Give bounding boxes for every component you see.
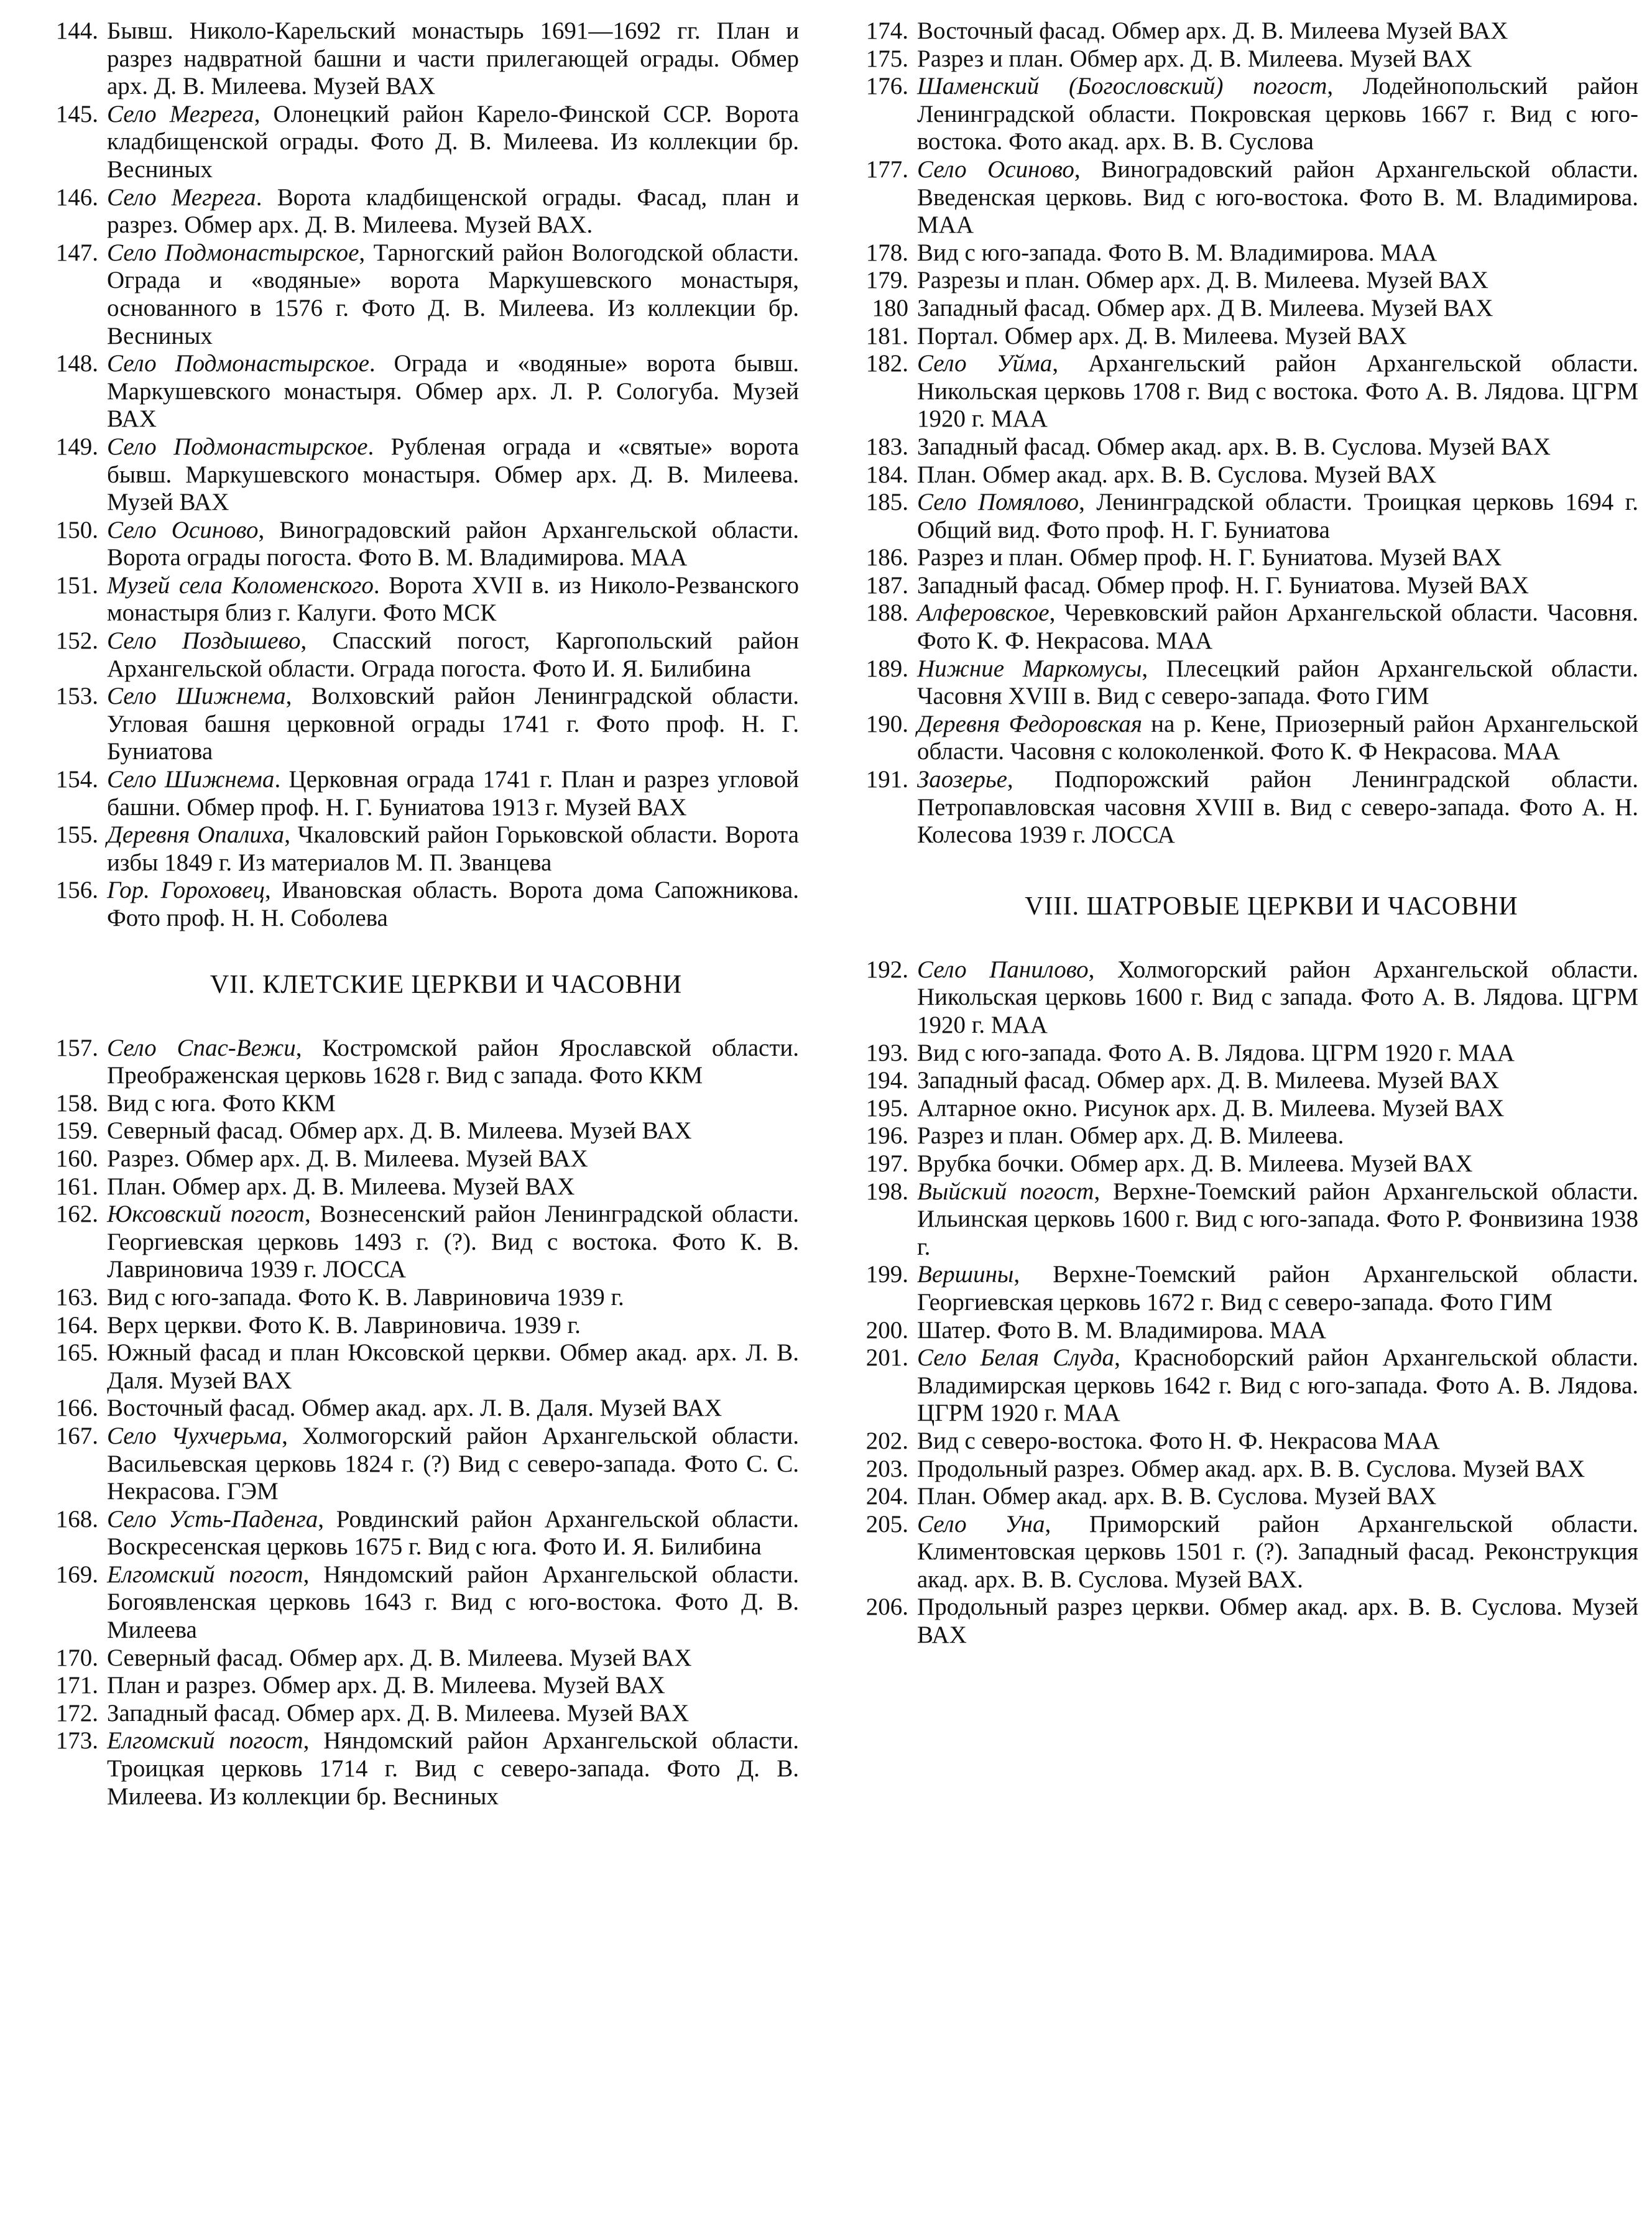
entry-place-name: Село Уйма xyxy=(917,350,1053,377)
entry-number: 179. xyxy=(865,267,908,294)
entry-number: 195. xyxy=(865,1094,908,1122)
entry-number: 181. xyxy=(865,322,908,349)
entry-caption xyxy=(107,239,799,350)
entry-description: , Холмогорский район Архангельской области. Никольская церковь 1600 г. Вид с запада. Фото А. В. Лядова. ЦГРМ 1920 г. МАА xyxy=(917,956,1638,1038)
entry-place-name: Заозерье xyxy=(917,766,1007,793)
entry-description: , Вознесенский район Ленинградской области. Георгиевская церковь 1493 г. (?). Вид с востока. Фото К. В. Лавриновича 1939 г. ЛОССА xyxy=(107,1201,799,1283)
entry-place-name: Село Осиново xyxy=(917,155,1074,183)
entry-number: 176. xyxy=(865,73,908,100)
illustration-entry xyxy=(842,461,1638,489)
entry-number: 189. xyxy=(865,655,908,682)
entry-caption xyxy=(917,572,1638,600)
illustration-entry xyxy=(25,766,799,821)
illustration-entry xyxy=(25,572,799,627)
entry-number: 163. xyxy=(55,1283,98,1311)
illustration-entry xyxy=(842,156,1638,239)
entry-number: 192. xyxy=(865,956,908,983)
entry-number: 168. xyxy=(55,1505,98,1533)
entry-caption xyxy=(917,17,1638,45)
entry-place-name: Гор. Гороховец xyxy=(107,877,265,904)
entry-description: Северный фасад. Обмер арх. Д. В. Милеева. Музей ВАХ xyxy=(107,1117,692,1145)
entry-number: 202. xyxy=(865,1427,908,1454)
entry-caption xyxy=(107,1395,799,1423)
entry-caption xyxy=(917,766,1638,849)
entry-number: 162. xyxy=(55,1201,98,1228)
entry-caption xyxy=(917,239,1638,267)
entry-place-name: Село Подмонастырское xyxy=(107,433,368,460)
entry-number: 156. xyxy=(55,877,98,904)
entry-description: , Виноградовский район Архангельской области. Ворота ограды погоста. Фото В. М. Владимирова. МАА xyxy=(107,516,799,571)
illustration-entry xyxy=(842,1455,1638,1483)
entry-description: Вид с юго-запада. Фото В. М. Владимирова. МАА xyxy=(917,239,1437,266)
entry-description: Южный фасад и план Юксовской церкви. Обмер акад. арх. Л. В. Даля. Музей ВАХ xyxy=(107,1339,799,1394)
entry-description: Портал. Обмер арх. Д. В. Милеева. Музей ВАХ xyxy=(917,322,1407,349)
entry-description: , Олонецкий район Карело-Финской ССР. Ворота кладбищенской ограды. Фото Д. В. Милеева. Из коллекции бр. Весниных xyxy=(107,100,800,183)
entry-description: , Верхне-Тоемский район Архангельской области. Георгиевская церковь 1672 г. Вид с северо-запада. Фото ГИМ xyxy=(917,1261,1638,1316)
entry-number: 177. xyxy=(865,155,908,183)
entry-description: . Церковная ограда 1741 г. План и разрез угловой башни. Обмер проф. Н. Г. Буниатова 1913 г. Музей ВАХ xyxy=(107,766,799,821)
illustration-entry xyxy=(25,101,799,184)
entry-number: 187. xyxy=(865,571,908,599)
entry-number: 194. xyxy=(865,1067,908,1094)
entry-place-name: Юксовский погост xyxy=(107,1201,305,1228)
entry-list xyxy=(25,1035,799,1811)
entry-caption xyxy=(107,350,799,433)
entry-number: 191. xyxy=(865,766,908,793)
entry-caption xyxy=(107,627,799,683)
entry-place-name: Елгомский погост xyxy=(107,1727,303,1755)
illustration-entry xyxy=(842,350,1638,433)
entry-caption xyxy=(917,544,1638,572)
illustration-entry xyxy=(25,433,799,517)
entry-caption xyxy=(917,655,1638,711)
entry-description: Разрез и план. Обмер арх. Д. В. Милеева. Музей ВАХ xyxy=(917,45,1472,72)
illustration-entry xyxy=(842,655,1638,711)
illustration-entry xyxy=(842,1067,1638,1095)
illustration-entry xyxy=(25,877,799,932)
illustration-entry xyxy=(25,1561,799,1644)
entry-number: 166. xyxy=(55,1395,98,1422)
entry-caption xyxy=(917,1040,1638,1068)
entry-caption xyxy=(107,1727,799,1810)
entry-caption xyxy=(917,711,1638,766)
entry-caption xyxy=(917,156,1638,239)
illustration-entry xyxy=(25,1672,799,1700)
entry-number: 196. xyxy=(865,1122,908,1150)
entry-caption xyxy=(107,1312,799,1340)
entry-place-name: Вершины xyxy=(917,1261,1014,1288)
entry-caption xyxy=(917,295,1638,323)
entry-description: , Черевковский район Архангельской области. Часовня. Фото К. Ф. Некрасова. МАА xyxy=(917,599,1638,655)
entry-description: , Архангельский район Архангельской области. Никольская церковь 1708 г. Вид с востока. Фото А. В. Лядова. ЦГРМ 1920 г. МАА xyxy=(917,350,1638,433)
entry-description: Западный фасад. Обмер акад. арх. В. В. Суслова. Музей ВАХ xyxy=(917,433,1551,460)
entry-caption xyxy=(107,17,799,101)
entry-number: 147. xyxy=(55,239,98,266)
entry-description: План и разрез. Обмер арх. Д. В. Милеева. Музей ВАХ xyxy=(107,1672,665,1699)
illustration-entry xyxy=(25,1201,799,1284)
entry-caption xyxy=(107,1035,799,1090)
entry-number: 165. xyxy=(55,1339,98,1367)
entry-number: 153. xyxy=(55,683,98,710)
entry-description: Вид с юго-запада. Фото К. В. Лавриновича 1939 г. xyxy=(107,1283,624,1311)
illustration-entry xyxy=(25,1173,799,1201)
left-column xyxy=(25,17,799,1810)
entry-number: 170. xyxy=(55,1644,98,1671)
illustration-entry xyxy=(25,517,799,572)
entry-caption xyxy=(107,572,799,627)
right-column xyxy=(842,17,1638,1649)
entry-place-name: Алферовское xyxy=(917,599,1050,627)
entry-list xyxy=(842,17,1638,849)
entry-list xyxy=(842,956,1638,1649)
illustration-entry xyxy=(842,1178,1638,1262)
entry-description: Разрез и план. Обмер проф. Н. Г. Буниатова. Музей ВАХ xyxy=(917,544,1502,571)
illustration-entry xyxy=(842,267,1638,295)
entry-description: , Чкаловский район Горьковской области. Ворота избы 1849 г. Из материалов М. П. Званцева xyxy=(107,821,799,876)
entry-number: 160. xyxy=(55,1145,98,1172)
illustration-entry xyxy=(25,1506,799,1561)
entry-number: 158. xyxy=(55,1089,98,1117)
entry-number: 155. xyxy=(55,821,98,849)
entry-description: , Подпорожский район Ленинградской области. Петропавловская часовня XVIII в. Вид с северо-запада. Фото А. Н. Колесова 1939 г. ЛОССА xyxy=(917,766,1638,849)
illustration-entry xyxy=(25,1117,799,1145)
entry-description: . Ворота XVII в. из Николо-Резванского монастыря близ г. Калуги. Фото МСК xyxy=(107,571,799,627)
entry-description: Разрез. Обмер арх. Д. В. Милеева. Музей ВАХ xyxy=(107,1145,588,1172)
entry-caption xyxy=(917,73,1638,156)
entry-caption xyxy=(107,1201,799,1284)
entry-caption xyxy=(917,1483,1638,1511)
entry-description: , Ленинградской области. Троицкая церковь 1694 г. Общий вид. Фото проф. Н. Г. Буниатова xyxy=(917,489,1638,543)
entry-description: Вид с северо-востока. Фото Н. Ф. Некрасова МАА xyxy=(917,1427,1440,1454)
entry-place-name: Нижние Маркомусы xyxy=(917,655,1142,682)
entry-place-name: Село Осиново xyxy=(107,516,259,543)
entry-description: . Ограда и «водяные» ворота бывш. Маркушевского монастыря. Обмер арх. Л. Р. Сологуба. Музей ВАХ xyxy=(107,350,800,433)
entry-number: 188. xyxy=(865,599,908,627)
illustration-entry xyxy=(25,1035,799,1090)
illustration-entry xyxy=(842,711,1638,766)
entry-number: 180 xyxy=(872,294,908,321)
illustration-entry xyxy=(25,1644,799,1672)
illustration-entry xyxy=(25,821,799,877)
entry-number: 203. xyxy=(865,1455,908,1482)
entry-description: , Приморский район Архангельской области. Климентовская церковь 1501 г. (?). Западный фасад. Реконструкция акад. арх. В. В. Суслова. Музей ВАХ. xyxy=(917,1510,1639,1593)
entry-place-name: Село Панилово xyxy=(917,956,1089,983)
entry-caption xyxy=(917,461,1638,489)
entry-caption xyxy=(917,1178,1638,1262)
illustration-entry xyxy=(842,1150,1638,1178)
entry-number: 182. xyxy=(865,350,908,377)
entry-place-name: Село Подмонастырское xyxy=(107,350,369,377)
entry-number: 169. xyxy=(55,1561,98,1588)
entry-caption xyxy=(917,350,1638,433)
illustration-entry xyxy=(25,1145,799,1173)
entry-description: Западный фасад. Обмер арх. Д. В. Милеева. Музей ВАХ xyxy=(917,1067,1500,1094)
illustration-entry xyxy=(25,184,799,239)
entry-caption xyxy=(107,1173,799,1201)
illustration-entry xyxy=(842,73,1638,156)
illustration-entry xyxy=(842,1511,1638,1594)
entry-description: Вид с юга. Фото ККМ xyxy=(107,1089,336,1117)
entry-description: План. Обмер арх. Д. В. Милеева. Музей ВАХ xyxy=(107,1173,575,1200)
entry-caption xyxy=(107,1561,799,1644)
entry-description: , Верхне-Тоемский район Архангельской области. Ильинская церковь 1600 г. Вид с юго-запада. Фото Р. Фонвизина 1938 г. xyxy=(917,1178,1639,1260)
entry-description: Алтарное окно. Рисунок арх. Д. В. Милеева. Музей ВАХ xyxy=(917,1094,1505,1122)
entry-description: Разрезы и план. Обмер арх. Д. В. Милеева. Музей ВАХ xyxy=(917,267,1488,294)
entry-description: , Ивановская область. Ворота дома Сапожникова. Фото проф. Н. Н. Соболева xyxy=(107,877,799,931)
entry-caption xyxy=(107,1339,799,1395)
entry-number: 199. xyxy=(865,1261,908,1288)
entry-number: 157. xyxy=(55,1034,98,1061)
entry-caption xyxy=(107,877,799,932)
entry-number: 205. xyxy=(865,1510,908,1538)
illustration-entry xyxy=(25,1284,799,1312)
entry-place-name: Шаменский (Богословский) погост xyxy=(917,73,1327,100)
entry-number: 146. xyxy=(55,183,98,211)
entry-caption xyxy=(107,517,799,572)
entry-caption xyxy=(107,1117,799,1145)
entry-place-name: Музей села Коломенского xyxy=(107,571,374,599)
entry-description: Восточный фасад. Обмер арх. Д. В. Милеева Музей ВАХ xyxy=(917,17,1508,44)
illustration-entry xyxy=(25,1727,799,1810)
entry-description: Врубка бочки. Обмер арх. Д. В. Милеева. Музей ВАХ xyxy=(917,1150,1473,1177)
entry-caption xyxy=(107,184,799,239)
illustration-entry xyxy=(25,627,799,683)
entry-number: 183. xyxy=(865,433,908,460)
entry-caption xyxy=(107,101,799,184)
entry-number: 173. xyxy=(55,1727,98,1755)
entry-caption xyxy=(917,1455,1638,1483)
entry-number: 193. xyxy=(865,1039,908,1066)
illustration-entry xyxy=(842,489,1638,544)
entry-description: , Красноборский район Архангельской области. Владимирская церковь 1642 г. Вид с юго-запада. Фото А. В. Лядова. ЦГРМ 1920 г. МАА xyxy=(917,1344,1638,1427)
entry-description: , Няндомский район Архангельской области. Богоявленская церковь 1643 г. Вид с юго-востока. Фото Д. В. Милеева xyxy=(107,1561,799,1644)
entry-number: 198. xyxy=(865,1178,908,1205)
entry-description: , Няндомский район Архангельской области. Троицкая церковь 1714 г. Вид с северо-запада. Фото Д. В. Милеева. Из коллекции бр. Весниных xyxy=(107,1727,799,1810)
entry-caption xyxy=(917,433,1638,461)
entry-caption xyxy=(107,1423,799,1506)
entry-description: Западный фасад. Обмер проф. Н. Г. Буниатова. Музей ВАХ xyxy=(917,571,1530,599)
entry-description: Восточный фасад. Обмер акад. арх. Л. В. Даля. Музей ВАХ xyxy=(107,1395,722,1422)
entry-description: , Костромской район Ярославской области. Преображенская церковь 1628 г. Вид с запада. Фото ККМ xyxy=(107,1034,799,1089)
entry-description: Продольный разрез. Обмер акад. арх. В. В. Суслова. Музей ВАХ xyxy=(917,1455,1585,1482)
entry-description: Верх церкви. Фото К. В. Лавриновича. 1939 г. xyxy=(107,1311,581,1339)
illustration-entry xyxy=(842,1317,1638,1345)
illustration-entry xyxy=(25,1423,799,1506)
entry-description: Западный фасад. Обмер арх. Д В. Милеева. Музей ВАХ xyxy=(917,294,1493,321)
entry-place-name: Выйский погост xyxy=(917,1178,1094,1205)
entry-description: Вид с юго-запада. Фото А. В. Лядова. ЦГРМ 1920 г. МАА xyxy=(917,1039,1515,1066)
illustration-entry xyxy=(25,1090,799,1118)
entry-description: Западный фасад. Обмер арх. Д. В. Милеева. Музей ВАХ xyxy=(107,1699,690,1727)
entry-number: 151. xyxy=(55,571,98,599)
entry-caption xyxy=(107,1506,799,1561)
entry-number: 190. xyxy=(865,710,908,737)
entry-caption xyxy=(107,683,799,766)
entry-number: 148. xyxy=(55,350,98,377)
illustration-entry xyxy=(25,350,799,433)
entry-place-name: Село Шижнема xyxy=(107,683,286,710)
entry-description: , Спасский погост, Каргопольский район Архангельской области. Ограда погоста. Фото И. Я. Билибина xyxy=(107,627,799,682)
entry-number: 200. xyxy=(865,1316,908,1344)
entry-caption xyxy=(107,1644,799,1672)
entry-place-name: Елгомский погост xyxy=(107,1561,303,1588)
illustration-entry xyxy=(25,1339,799,1395)
illustration-entry xyxy=(842,1122,1638,1150)
entry-number: 175. xyxy=(865,45,908,72)
entry-number: 144. xyxy=(55,17,98,44)
entry-description: , Плесецкий район Архангельской области. Часовня XVIII в. Вид с северо-запада. Фото ГИМ xyxy=(917,655,1638,710)
illustration-entry xyxy=(842,433,1638,461)
entry-place-name: Деревня Опалиха xyxy=(107,821,285,849)
entry-description: , Волховский район Ленинградской области. Угловая башня церковной ограды 1741 г. Фото проф. Н. Г. Буниатова xyxy=(107,683,799,765)
entry-caption xyxy=(917,1095,1638,1123)
entry-description: Бывш. Николо-Карельский монастырь 1691—1692 гг. План и разрез надвратной башни и части прилегающей ограды. Обмер арх. Д. В. Милеева. Музей ВАХ xyxy=(107,17,799,100)
entry-number: 145. xyxy=(55,100,98,127)
illustration-entry xyxy=(25,683,799,766)
entry-description: Северный фасад. Обмер арх. Д. В. Милеева. Музей ВАХ xyxy=(107,1644,692,1671)
illustration-entry xyxy=(842,323,1638,351)
illustration-entry xyxy=(842,239,1638,267)
entry-place-name: Село Подмонастырское xyxy=(107,239,359,266)
entry-caption xyxy=(917,1511,1638,1594)
illustration-entry xyxy=(842,544,1638,572)
entry-number: 204. xyxy=(865,1483,908,1510)
entry-place-name: Село Помялово xyxy=(917,489,1079,516)
entry-number: 159. xyxy=(55,1117,98,1145)
entry-number: 150. xyxy=(55,516,98,543)
illustration-entry xyxy=(842,1040,1638,1068)
illustration-entry xyxy=(842,956,1638,1040)
entry-caption xyxy=(917,599,1638,655)
entry-caption xyxy=(917,956,1638,1040)
entry-number: 167. xyxy=(55,1422,98,1449)
illustration-entry xyxy=(842,599,1638,655)
entry-number: 149. xyxy=(55,433,98,460)
entry-place-name: Село Мегрега xyxy=(107,183,256,211)
entry-number: 152. xyxy=(55,627,98,655)
illustration-entry xyxy=(842,17,1638,45)
entry-description: , Ровдинский район Архангельской области. Воскресенская церковь 1675 г. Вид с юга. Фото И. Я. Билибина xyxy=(107,1505,799,1561)
entry-number: 164. xyxy=(55,1311,98,1339)
entry-description: на р. Кене, Приозерный район Архангельской области. Часовня с колоколенкой. Фото К. Ф Некрасова. МАА xyxy=(917,710,1638,765)
entry-caption xyxy=(917,1067,1638,1095)
entry-number: 197. xyxy=(865,1150,908,1177)
section-heading-viii: VIII. ШАТРОВЫЕ ЦЕРКВИ И ЧАСОВНИ xyxy=(1025,892,1518,921)
illustration-entry xyxy=(842,766,1638,849)
entry-number: 154. xyxy=(55,766,98,793)
entry-number: 186. xyxy=(865,544,908,571)
entry-number: 161. xyxy=(55,1173,98,1200)
entry-caption xyxy=(107,1145,799,1173)
entry-caption xyxy=(107,1672,799,1700)
entry-caption xyxy=(917,323,1638,351)
illustration-entry xyxy=(842,295,1638,323)
illustration-entry xyxy=(842,1095,1638,1123)
entry-place-name: Село Спас-Вежи xyxy=(107,1034,296,1061)
entry-caption xyxy=(107,1700,799,1728)
entry-place-name: Деревня Федоровская xyxy=(917,710,1143,737)
entry-description: , Тарногский район Вологодской области. Ограда и «водяные» ворота Маркушевского монастыря, основанного в 1576 г. Фото Д. В. Милеева. Из коллекции бр. Весниных xyxy=(107,239,799,349)
entry-caption xyxy=(107,1284,799,1312)
entry-caption xyxy=(107,766,799,821)
entry-list xyxy=(25,17,799,933)
entry-caption xyxy=(917,489,1638,544)
entry-description: , Виноградовский район Архангельской области. Введенская церковь. Вид с юго-востока. Фото В. М. Владимирова. МАА xyxy=(917,155,1639,239)
entry-description: План. Обмер акад. арх. В. В. Суслова. Музей ВАХ xyxy=(917,461,1437,488)
entry-caption xyxy=(107,1090,799,1118)
illustration-entry xyxy=(842,1344,1638,1428)
entry-caption xyxy=(917,1122,1638,1150)
illustration-entry xyxy=(25,239,799,350)
entry-caption xyxy=(917,1261,1638,1316)
entry-place-name: Село Усть-Паденга xyxy=(107,1505,318,1533)
entry-number: 185. xyxy=(865,489,908,516)
entry-caption xyxy=(917,267,1638,295)
entry-caption xyxy=(917,1344,1638,1428)
illustration-entry xyxy=(842,572,1638,600)
entry-caption xyxy=(107,821,799,877)
illustration-entry xyxy=(25,1312,799,1340)
entry-place-name: Село Шижнема xyxy=(107,766,275,793)
entry-caption xyxy=(917,1594,1638,1649)
entry-number: 184. xyxy=(865,461,908,488)
illustration-entry xyxy=(842,1261,1638,1316)
illustration-entry xyxy=(842,1428,1638,1455)
illustration-entry xyxy=(842,1594,1638,1649)
entry-caption xyxy=(917,1428,1638,1455)
entry-caption xyxy=(917,1317,1638,1345)
entry-description: Продольный разрез церкви. Обмер акад. арх. В. В. Суслова. Музей ВАХ xyxy=(917,1594,1638,1649)
entry-caption xyxy=(917,45,1638,73)
illustration-entry xyxy=(25,1395,799,1423)
entry-description: Шатер. Фото В. М. Владимирова. МАА xyxy=(917,1316,1327,1344)
entry-number: 174. xyxy=(865,17,908,44)
section-heading-vii: VII. КЛЕТСКИЕ ЦЕРКВИ И ЧАСОВНИ xyxy=(210,970,683,999)
entry-number: 172. xyxy=(55,1699,98,1727)
entry-description: . Рубленая ограда и «святые» ворота бывш. Маркушевского монастыря. Обмер арх. Д. В. Милеева. Музей ВАХ xyxy=(107,433,799,516)
entry-description: . Ворота кладбищенской ограды. Фасад, план и разрез. Обмер арх. Д. В. Милеева. Музей ВАХ. xyxy=(107,183,800,239)
entry-number: 206. xyxy=(865,1594,908,1621)
illustration-entry xyxy=(842,1483,1638,1511)
entry-place-name: Село Белая Слуда xyxy=(917,1344,1115,1372)
entry-place-name: Село Поздышево xyxy=(107,627,301,655)
illustration-entry xyxy=(842,45,1638,73)
entry-description: , Лодейнопольский район Ленинградской области. Покровская церковь 1667 г. Вид с юго-востока. Фото акад. арх. В. В. Суслова xyxy=(917,73,1638,155)
entry-description: Разрез и план. Обмер арх. Д. В. Милеева. xyxy=(917,1122,1344,1150)
entry-caption xyxy=(107,433,799,517)
illustration-entry xyxy=(25,17,799,101)
entry-place-name: Село Уна xyxy=(917,1510,1045,1538)
entry-number: 201. xyxy=(865,1344,908,1372)
entry-caption xyxy=(917,1150,1638,1178)
entry-number: 171. xyxy=(55,1672,98,1699)
entry-description: , Холмогорский район Архангельской области. Васильевская церковь 1824 г. (?) Вид с северо-запада. Фото С. С. Некрасова. ГЭМ xyxy=(107,1422,799,1505)
entry-description: План. Обмер акад. арх. В. В. Суслова. Музей ВАХ xyxy=(917,1483,1437,1510)
entry-number: 178. xyxy=(865,239,908,266)
entry-place-name: Село Чухчерьма xyxy=(107,1422,282,1449)
illustration-entry xyxy=(25,1700,799,1728)
entry-place-name: Село Мегрега xyxy=(107,100,254,127)
